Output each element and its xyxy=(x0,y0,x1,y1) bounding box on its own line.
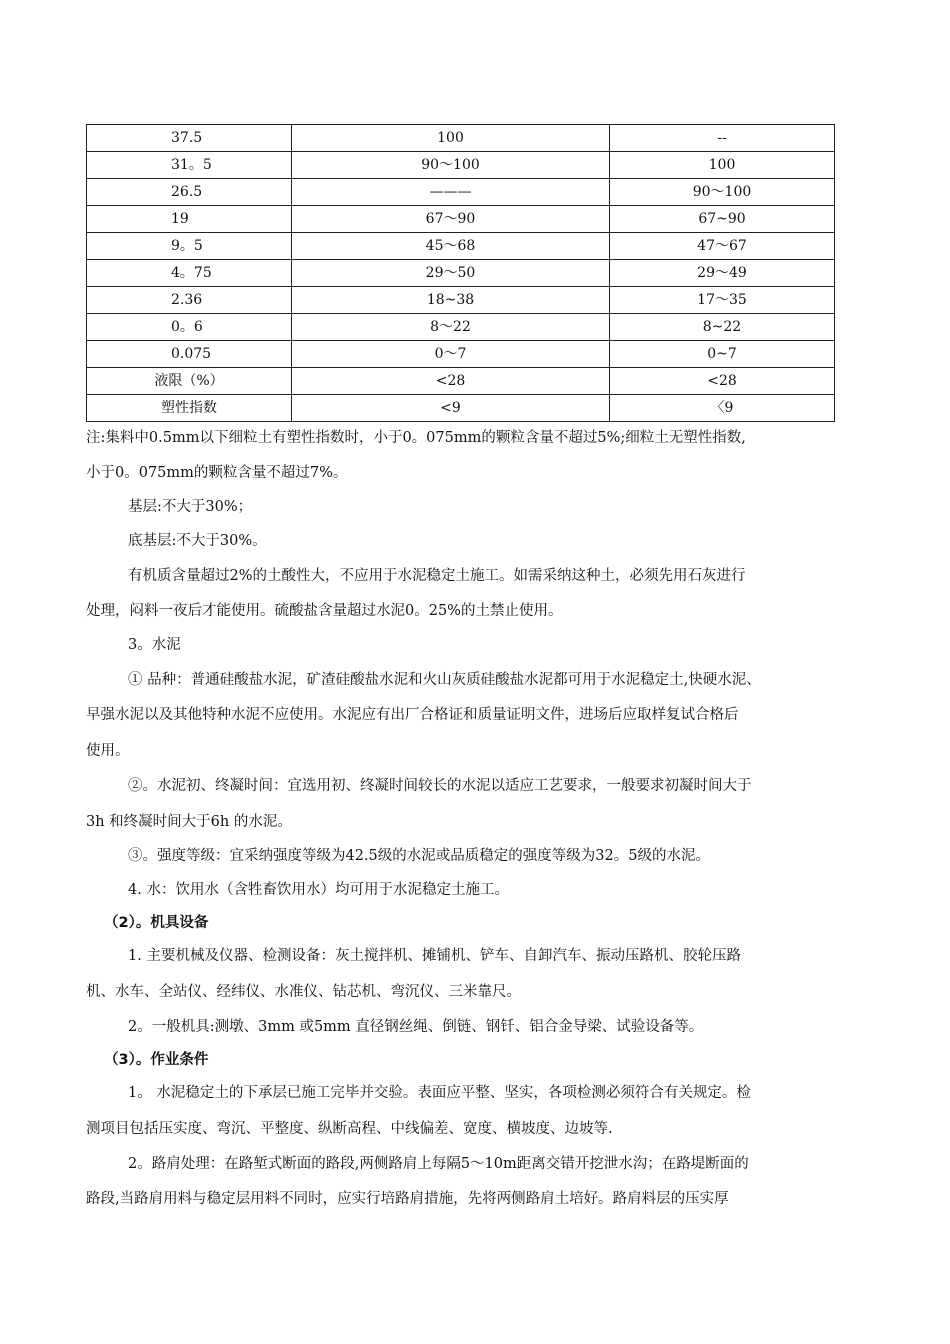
table-cell: <9 xyxy=(292,395,610,422)
table-cell: 100 xyxy=(610,152,835,179)
equipment-line-1a: 1. 主要机械及仪器、检测设备：灰土搅拌机、摊铺机、铲车、自卸汽车、振动压路机、胶轮压路 xyxy=(128,948,741,964)
base-limit: 基层:不大于30%； xyxy=(128,499,253,515)
conditions-heading: （3）。作业条件 xyxy=(104,1052,209,1068)
note-line-1: 注:集料中0.5mm以下细粒土有塑性指数时，小于0。075mm的颗粒含量不超过5%;细粒土无塑性指数, xyxy=(86,430,746,446)
table-cell: 19 xyxy=(87,206,292,233)
table-cell: 100 xyxy=(292,125,610,152)
table-cell: <28 xyxy=(610,368,835,395)
water-line: 4. 水：饮用水（含牲畜饮用水）均可用于水泥稳定土施工。 xyxy=(128,882,509,898)
conditions-line-2a: 2。路肩处理：在路堑式断面的路段,两侧路肩上每隔5～10m距离交错开挖泄水沟；在路堤断面的 xyxy=(128,1156,749,1172)
table-cell: 8～22 xyxy=(292,314,610,341)
table-cell: 90～100 xyxy=(292,152,610,179)
table-cell: 45～68 xyxy=(292,233,610,260)
table-cell: 〈9 xyxy=(610,395,835,422)
table-cell: 9。5 xyxy=(87,233,292,260)
equipment-line-1b: 机、水车、全站仪、经纬仪、水准仪、钻芯机、弯沉仪、三米靠尺。 xyxy=(86,984,521,1000)
note-line-2: 小于0。075mm的颗粒含量不超过7%。 xyxy=(86,465,348,481)
table-cell: 26.5 xyxy=(87,179,292,206)
table-cell: 0。6 xyxy=(87,314,292,341)
equipment-line-2: 2。一般机具:测墩、3mm 或5mm 直径钢丝绳、倒链、钢钎、铝合金导梁、试验设备等。 xyxy=(128,1019,704,1035)
table-cell: ——— xyxy=(292,179,610,206)
table-cell: 67~90 xyxy=(610,206,835,233)
table-cell: 17～35 xyxy=(610,287,835,314)
table-cell: 0～7 xyxy=(292,341,610,368)
setting-line-2: 3h 和终凝时间大于6h 的水泥。 xyxy=(86,814,292,830)
table-cell: 37.5 xyxy=(87,125,292,152)
table-cell: 塑性指数 xyxy=(87,395,292,422)
table-cell: -- xyxy=(610,125,835,152)
table-cell: 2.36 xyxy=(87,287,292,314)
table-cell: 29～50 xyxy=(292,260,610,287)
table-cell: 4。75 xyxy=(87,260,292,287)
conditions-line-1a: 1。 水泥稳定土的下承层已施工完毕并交验。表面应平整、坚实，各项检测必须符合有关规定。检 xyxy=(128,1085,751,1101)
table-row xyxy=(87,341,835,368)
table-cell: 8~22 xyxy=(610,314,835,341)
subbase-limit: 底基层:不大于30%。 xyxy=(128,533,267,549)
table-row xyxy=(87,314,835,341)
organic-line-2: 处理，闷料一夜后才能使用。硫酸盐含量超过水泥0。25%的土禁止使用。 xyxy=(86,603,563,619)
table-row xyxy=(87,287,835,314)
variety-line-1: ① 品种：普通硅酸盐水泥，矿渣硅酸盐水泥和火山灰质硅酸盐水泥都可用于水泥稳定土,快硬水泥、 xyxy=(128,672,761,688)
conditions-line-1b: 测项目包括压实度、弯沉、平整度、纵断高程、中线偏差、宽度、横坡度、边坡等. xyxy=(86,1121,613,1137)
strength-line: ③。强度等级：宜采纳强度等级为42.5级的水泥或品质稳定的强度等级为32。5级的水泥。 xyxy=(128,848,710,864)
table-row xyxy=(87,395,835,422)
cement-heading: 3。水泥 xyxy=(128,637,181,653)
table-row xyxy=(87,179,835,206)
table-cell: 47～67 xyxy=(610,233,835,260)
table-cell: <28 xyxy=(292,368,610,395)
conditions-line-2b: 路段,当路肩用料与稳定层用料不同时，应实行培路肩措施，先将两侧路肩土培好。路肩料层的压实厚 xyxy=(86,1191,729,1207)
equipment-heading: （2）。机具设备 xyxy=(104,915,209,931)
table-row xyxy=(87,125,835,152)
organic-line-1: 有机质含量超过2%的土酸性大，不应用于水泥稳定土施工。如需采纳这种土，必须先用石灰进行 xyxy=(128,568,746,584)
table-cell: 29～49 xyxy=(610,260,835,287)
table-cell: 31。5 xyxy=(87,152,292,179)
table-cell: 液限（%） xyxy=(87,368,292,395)
table-row xyxy=(87,233,835,260)
grading-table xyxy=(86,124,835,422)
table-row xyxy=(87,368,835,395)
table-cell: 67～90 xyxy=(292,206,610,233)
table-cell: 90～100 xyxy=(610,179,835,206)
variety-line-3: 使用。 xyxy=(86,743,130,759)
table-cell: 0.075 xyxy=(87,341,292,368)
table-cell: 18~38 xyxy=(292,287,610,314)
table-cell: 0~7 xyxy=(610,341,835,368)
table-row xyxy=(87,206,835,233)
table-row xyxy=(87,152,835,179)
variety-line-2: 早强水泥以及其他特种水泥不应使用。水泥应有出厂合格证和质量证明文件，进场后应取样复试合格后 xyxy=(86,707,739,723)
setting-line-1: ②。水泥初、终凝时间：宜选用初、终凝时间较长的水泥以适应工艺要求，一般要求初凝时间大于 xyxy=(128,778,752,794)
table-row xyxy=(87,260,835,287)
